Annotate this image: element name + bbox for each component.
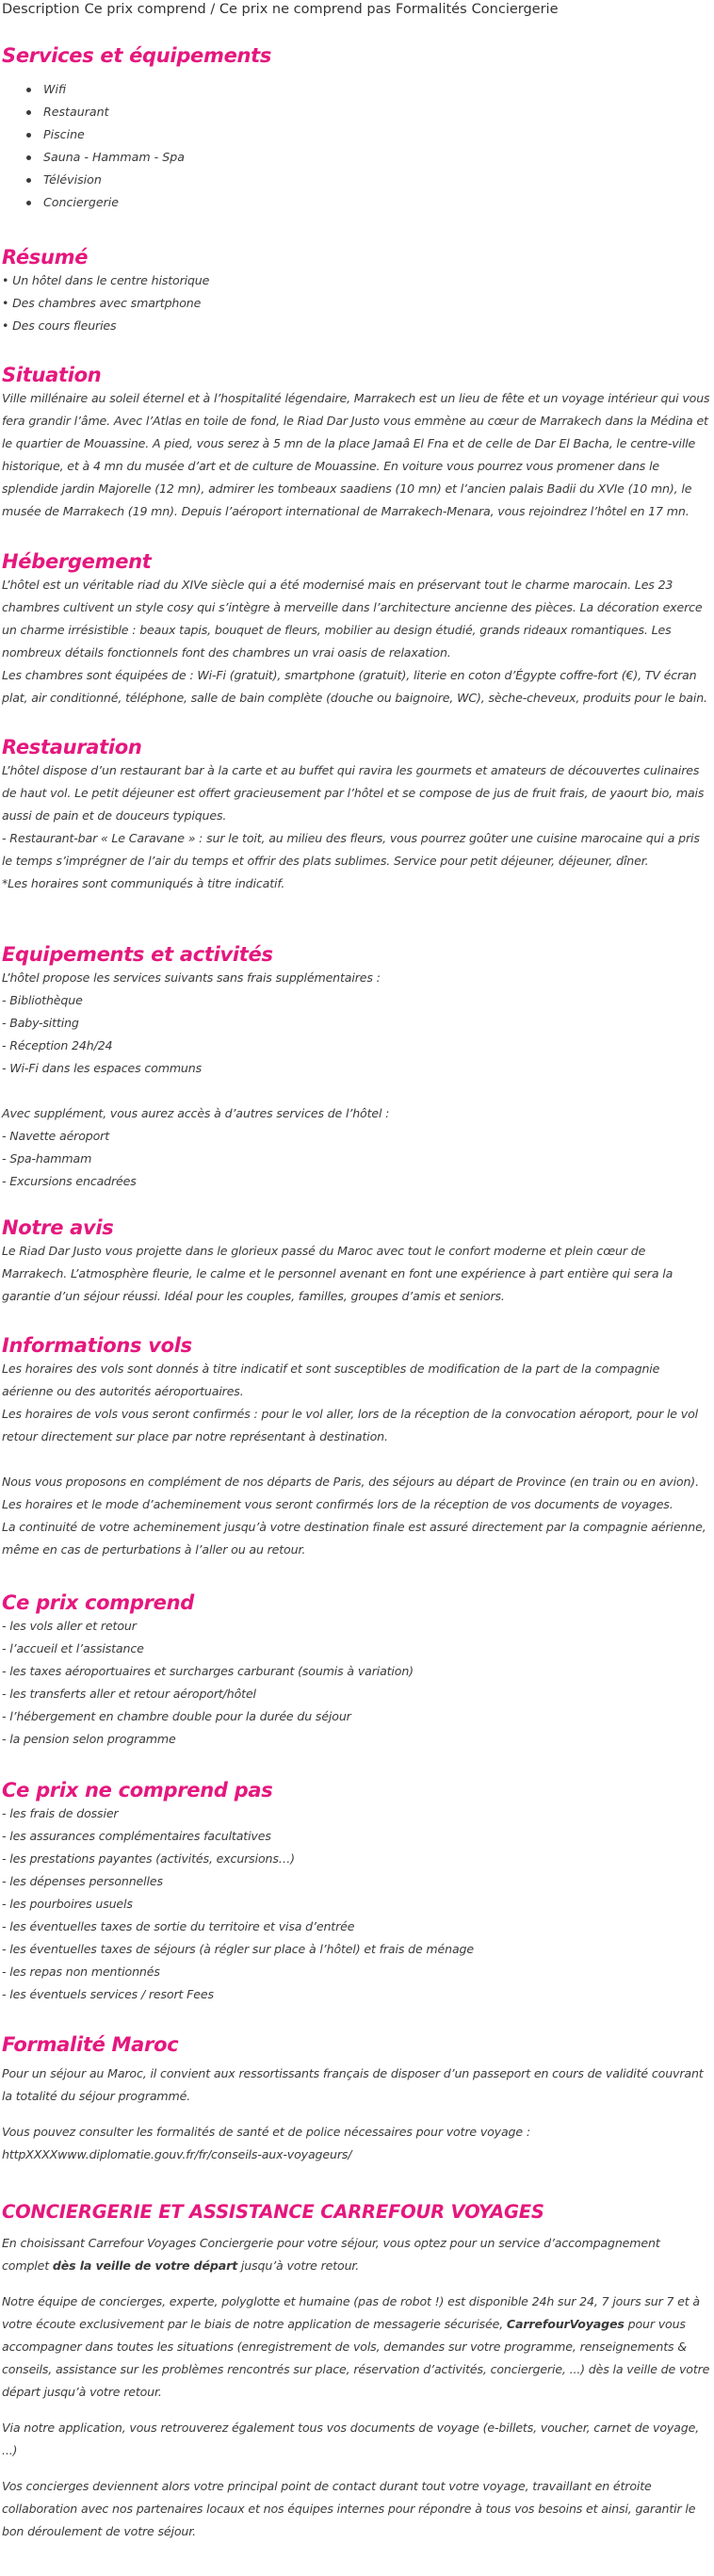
situation-text: Ville millénaire au soleil éternel et à l’hospitalité légendaire, Marrakech est un lieu de fête et un voyage intérieur qui vous fera grandir l’âme. Avec l’Atlas en toile de fond, le Riad Dar Justo vous emmène au cœur de Marrakech dans la Médina et le quartier de Mouassine. A pied, vous serez à 5 mn de la place Jamaâ El Fna et de celle de Dar El Bacha, le centre-ville historique, et à 4 mn du musée d’art et de culture de Mouassine. En voiture vous pourrez vous promener dans le splendide jardin Majorelle (12 mn), admirer les tombeaux saadiens (10 mn) et l’ancien palais Badii du XVIe (10 mn), le musée de Marrakech (19 mn). Depuis l’aéroport international de Marrakech-Menara, vous rejoindrez l’hôtel en 17 mn.	[2, 391, 710, 518]
restauration-section	[2, 735, 710, 895]
resume-item: • Des cours fleuries	[2, 318, 117, 333]
resume-list	[2, 269, 710, 337]
conciergerie-app-text: Via notre application, vous retrouverez également tous vos documents de voyage (e-billets, voucher, carnet de voyage, ...)	[2, 2421, 700, 2457]
formalite-section	[2, 2032, 710, 2166]
restauration-title: Restauration	[2, 736, 142, 758]
equipements-intro-paid: Avec supplément, vous aurez accès à d’autres services de l’hôtel :	[2, 1106, 390, 1120]
avis-title: Notre avis	[2, 1216, 114, 1239]
equipements-free-item: - Wi-Fi dans les espaces communs	[2, 1061, 203, 1075]
ne-comprend-item: - les repas non mentionnés	[2, 1965, 160, 1979]
equipements-free-item: - Baby-sitting	[2, 1016, 79, 1030]
vols-text: Nous vous proposons en complément de nos départs de Paris, des séjours au départ de Province (en train ou en avion).	[2, 1475, 699, 1489]
nav-link-conciergerie[interactable]: Conciergerie	[471, 2, 559, 17]
vols-text: Les horaires des vols sont donnés à titre indicatif et sont susceptibles de modification de la part de la compagnie aérienne ou des autorités aéroportuaires.	[2, 1361, 660, 1398]
formalite-health-text: Vous pouvez consulter les formalités de santé et de police nécessaires pour votre voyage :	[2, 2125, 530, 2139]
formalite-title: Formalité Maroc	[2, 2033, 179, 2056]
ne-comprend-item: - les éventuelles taxes de sortie du territoire et visa d’entrée	[2, 1919, 355, 1933]
equipements-section	[2, 942, 710, 1193]
restauration-bar: - Restaurant-bar « Le Caravane » : sur le toit, au milieu des fleurs, vous pourrez goûter une cuisine marocaine qui a pris le temps s’imprégner de l’air du temps et offrir des plats sublimes. Service pour petit déjeuner, déjeuner, dîner.	[2, 831, 700, 868]
ne-comprend-item: - les assurances complémentaires facultatives	[2, 1829, 271, 1843]
resume-title: Résumé	[2, 246, 89, 269]
services-title: Services et équipements	[2, 44, 272, 67]
services-item: Télévision	[26, 169, 710, 191]
conciergerie-title: CONCIERGERIE ET ASSISTANCE CARREFOUR VOYAGES	[2, 2201, 544, 2223]
services-list	[2, 78, 710, 214]
avis-section	[2, 1215, 710, 1308]
situation-section	[2, 363, 710, 523]
situation-title: Situation	[2, 364, 102, 386]
services-item: Piscine	[26, 123, 710, 146]
formalite-passport-text: Pour un séjour au Maroc, il convient aux ressortissants français de disposer d’un passeport en cours de validité couvrant la totalité du séjour programmé.	[2, 2066, 704, 2103]
comprend-item: - les transferts aller et retour aéroport/hôtel	[2, 1687, 256, 1701]
formalite-link[interactable]: httpXXXXwww.diplomatie.gouv.fr/fr/conseils-aux-voyageurs/	[2, 2147, 352, 2161]
hebergement-section	[2, 549, 710, 709]
ne-comprend-section	[2, 1778, 710, 2006]
equipements-title: Equipements et activités	[2, 943, 273, 966]
restauration-text: L’hôtel dispose d’un restaurant bar à la carte et au buffet qui ravira les gourmets et amateurs de découvertes culinaires de haut vol. Le petit déjeuner est offert gracieusement par l’hôtel et se compose de jus de fruit frais, de yaourt bio, mais aussi de pain et de douceurs typiques.	[2, 763, 705, 823]
hebergement-text: L’hôtel est un véritable riad du XIVe siècle qui a été modernisé mais en préservant tout le charme marocain. Les 23 chambres cultivent un style cosy qui s’intègre à merveille dans l’architecture ancienne des pièces. La décoration exerce un charme irrésistible : beaux tapis, bouquet de fleurs, mobilier au design étudié, grands rideaux romantiques. Les nombreux détails fonctionnels font des chambres un vrai oasis de relaxation.	[2, 578, 703, 660]
nav-link-description[interactable]: Description	[2, 2, 80, 17]
resume-item: • Des chambres avec smartphone	[2, 296, 202, 310]
equipements-paid-item: - Excursions encadrées	[2, 1174, 137, 1188]
comprend-title: Ce prix comprend	[2, 1591, 194, 1614]
equipements-paid-item: - Spa-hammam	[2, 1151, 92, 1166]
nav-link-formalites[interactable]: Formalités	[396, 2, 467, 17]
ne-comprend-title: Ce prix ne comprend pas	[2, 1779, 273, 1802]
equipements-free-item: - Bibliothèque	[2, 993, 83, 1007]
equipements-paid-item: - Navette aéroport	[2, 1129, 109, 1143]
restauration-note: *Les horaires sont communiqués à titre indicatif.	[2, 876, 285, 890]
vols-text: Les horaires et le mode d’acheminement vous seront confirmés lors de la réception de vos documents de voyages.	[2, 1497, 673, 1511]
equipements-intro: L’hôtel propose les services suivants sans frais supplémentaires :	[2, 970, 381, 985]
services-section	[2, 43, 710, 214]
conciergerie-team-text: Notre équipe de concierges, experte, polyglotte et humaine (pas de robot !) est disponible 24h sur 24, 7 jours sur 7 et à votre écoute exclusivement par le biais de notre application de messagerie sécurisée, CarrefourVoyages pour vous accompagner dans toutes les situations (enregistrement de vols, demandes sur votre programme, renseignements & conseils, assistance sur les problèmes rencontrés sur place, réservation d’activités, conciergerie, ...) dès la veille de votre départ jusqu’à votre retour.	[2, 2294, 710, 2399]
comprend-item: - les vols aller et retour	[2, 1619, 137, 1633]
top-nav	[2, 0, 710, 21]
ne-comprend-item: - les éventuels services / resort Fees	[2, 1987, 214, 2001]
conciergerie-intro: En choisissant Carrefour Voyages Conciergerie pour votre séjour, vous optez pour un service d’accompagnement complet dès la veille de votre départ jusqu’à votre retour.	[2, 2236, 660, 2273]
services-item: Sauna - Hammam - Spa	[26, 146, 710, 169]
comprend-section	[2, 1590, 710, 1751]
conciergerie-section	[2, 2200, 710, 2543]
nav-link-prix[interactable]: Ce prix comprend / Ce prix ne comprend pas	[84, 2, 392, 17]
vols-text: Les horaires de vols vous seront confirmés : pour le vol aller, lors de la réception de la convocation aéroport, pour le vol retour directement sur place par notre représentant à destination.	[2, 1407, 698, 1443]
equipements-free-item: - Réception 24h/24	[2, 1038, 113, 1052]
hebergement-equipment: Les chambres sont équipées de : Wi-Fi (gratuit), smartphone (gratuit), literie en coton d’Égypte coffre-fort (€), TV écran plat, air conditionné, téléphone, salle de bain complète (douche ou baignoire, WC), sèche-cheveux, produits pour le bain.	[2, 668, 707, 705]
vols-title: Informations vols	[2, 1334, 192, 1357]
ne-comprend-item: - les éventuelles taxes de séjours (à régler sur place à l’hôtel) et frais de ménage	[2, 1942, 474, 1956]
avis-text: Le Riad Dar Justo vous projette dans le glorieux passé du Maroc avec tout le confort moderne et plein cœur de Marrakech. L’atmosphère fleurie, le calme et le personnel avenant en font une expérience à part entière qui sera la garantie d’un séjour réussi. Idéal pour les couples, familles, groupes d’amis et seniors.	[2, 1244, 673, 1303]
resume-section	[2, 245, 710, 337]
comprend-item: - la pension selon programme	[2, 1732, 176, 1746]
comprend-item: - les taxes aéroportuaires et surcharges carburant (soumis à variation)	[2, 1664, 414, 1678]
vols-section	[2, 1333, 710, 1561]
comprend-item: - l’accueil et l’assistance	[2, 1641, 144, 1655]
hebergement-title: Hébergement	[2, 550, 152, 573]
ne-comprend-item: - les dépenses personnelles	[2, 1874, 163, 1888]
resume-item: • Un hôtel dans le centre historique	[2, 273, 210, 287]
services-item: Restaurant	[26, 101, 710, 123]
services-item: Wifi	[26, 78, 710, 101]
services-item: Conciergerie	[26, 191, 710, 214]
ne-comprend-item: - les frais de dossier	[2, 1806, 119, 1820]
vols-text: La continuité de votre acheminement jusqu’à votre destination finale est assuré directement par la compagnie aérienne, même en cas de perturbations à l’aller ou au retour.	[2, 1520, 706, 1557]
ne-comprend-item: - les pourboires usuels	[2, 1897, 133, 1911]
comprend-item: - l’hébergement en chambre double pour la durée du séjour	[2, 1709, 351, 1723]
ne-comprend-item: - les prestations payantes (activités, excursions…)	[2, 1851, 295, 1866]
conciergerie-contact-text: Vos concierges deviennent alors votre principal point de contact durant tout votre voyage, travaillant en étroite collaboration avec nos partenaires locaux et nos équipes internes pour répondre à tous vos besoins et ainsi, garantir le bon déroulement de votre séjour.	[2, 2479, 696, 2538]
